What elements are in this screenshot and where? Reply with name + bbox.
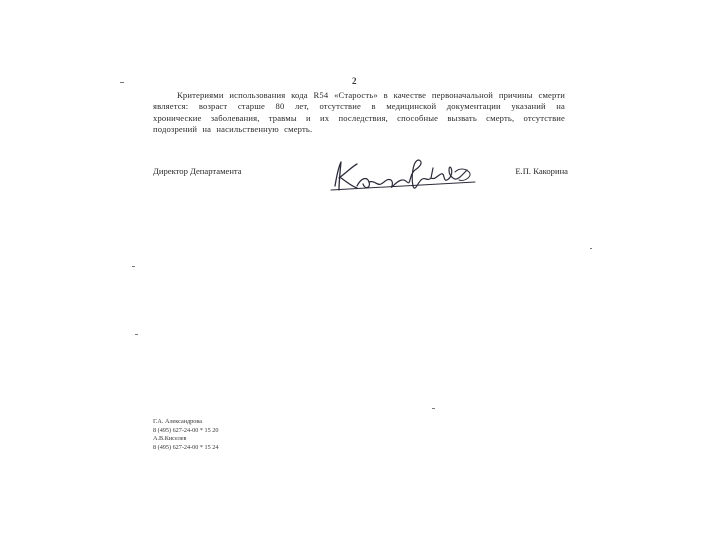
handwritten-signature	[327, 156, 487, 196]
scan-speck	[132, 266, 135, 267]
signer-name: Е.П. Какорина	[515, 166, 568, 176]
scan-speck	[120, 82, 124, 83]
page-number: 2	[352, 76, 357, 86]
contact-name-1: Г.А. Александрова	[153, 418, 202, 425]
scan-speck	[135, 334, 138, 335]
contact-name-2: А.В.Киселев	[153, 435, 187, 443]
contact-block	[153, 418, 218, 452]
signature-block	[153, 160, 568, 200]
signer-title: Директор Департамента	[153, 166, 242, 176]
scan-speck	[432, 408, 435, 409]
body-paragraph: Критериями использования кода R54 «Старость» в качестве первоначальной причины смерти является: возраст старше 80 лет, отсутствие в медицинской документации указаний на хронические заболевания, травмы и их последствия, способные вызвать смерть, отсутствие подозрений на насильственную смерть.	[153, 90, 565, 135]
scan-speck	[590, 248, 592, 249]
contact-phone-1: 8 (495) 627-24-00 * 15 20	[153, 426, 219, 434]
contact-phone-2: 8 (495) 627-24-00 * 15 24	[153, 443, 219, 451]
